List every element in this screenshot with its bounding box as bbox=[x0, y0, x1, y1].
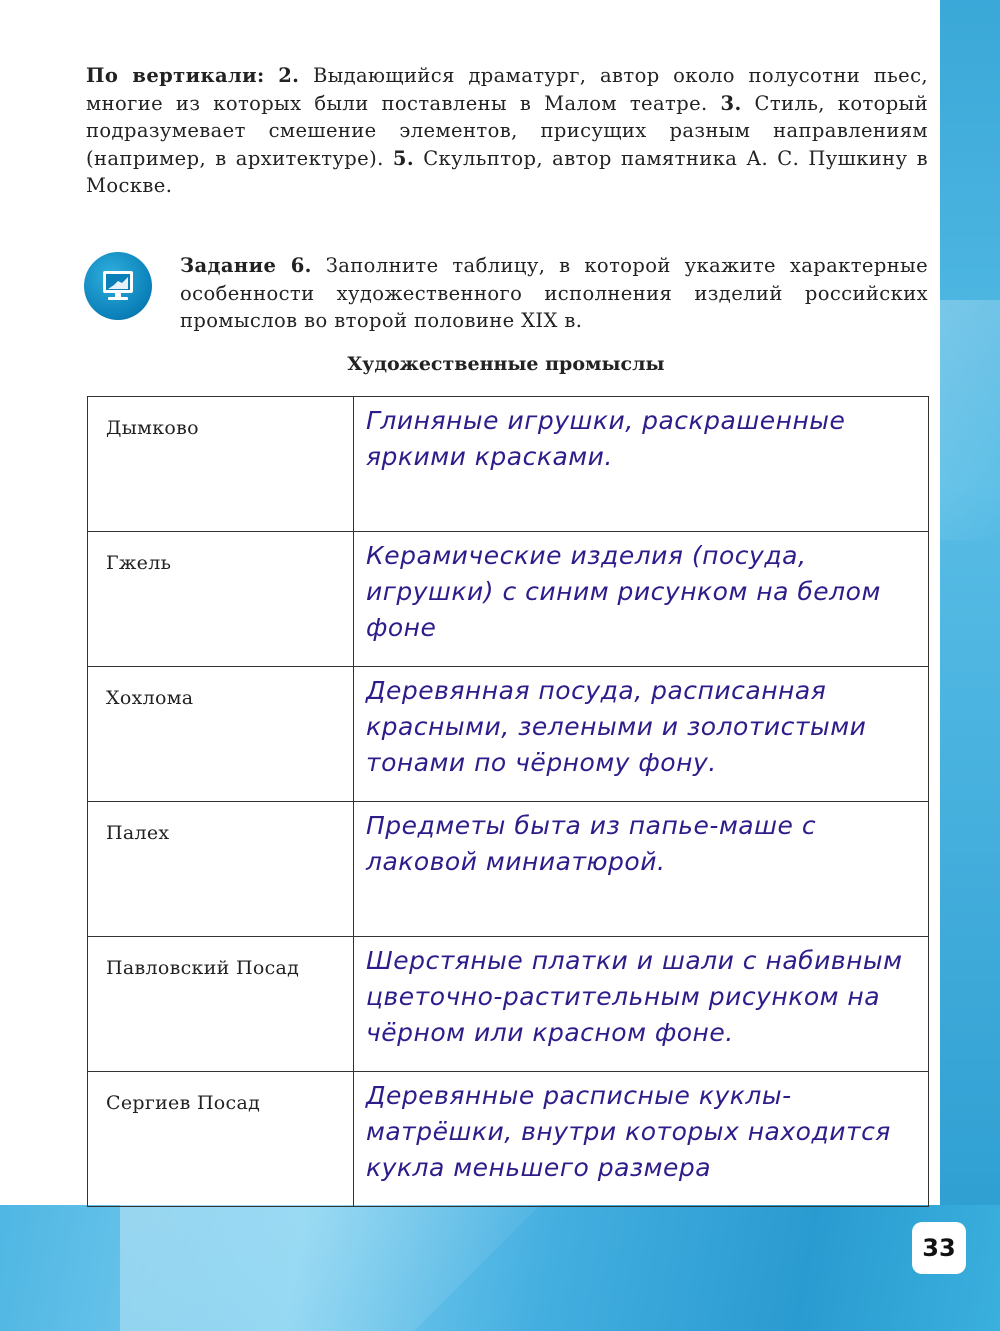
table-row bbox=[88, 937, 929, 1072]
page-number: 33 bbox=[912, 1222, 966, 1274]
craft-name: Гжель bbox=[88, 532, 354, 667]
craft-name: Хохлома bbox=[88, 667, 354, 802]
table-row bbox=[88, 532, 929, 667]
table-row bbox=[88, 1072, 929, 1207]
craft-name: Дымково bbox=[88, 397, 354, 532]
crafts-table bbox=[87, 396, 929, 1207]
craft-answer: Глиняные игрушки, раскрашенные яркими красками. bbox=[354, 397, 929, 532]
clue-text: Выдающийся драматург, автор около полусотни пьес, многие из которых были поставлены в Малом театре. bbox=[86, 64, 928, 115]
computer-icon bbox=[84, 252, 152, 320]
bottom-decoration bbox=[0, 1205, 1000, 1331]
clue-number: 3. bbox=[720, 91, 742, 115]
clue-number: 5. bbox=[392, 146, 415, 170]
task-text: Заполните таблицу, в которой укажите характерные особенности художественного исполнения изделий российских промыслов во второй половине XIX в. bbox=[180, 254, 929, 332]
craft-answer: Деревянная посуда, расписанная красными, зелеными и золотистыми тонами по чёрному фону. bbox=[354, 667, 929, 802]
table-row bbox=[88, 802, 929, 937]
craft-name: Сергиев Посад bbox=[88, 1072, 354, 1207]
crossword-vertical-clues bbox=[86, 62, 928, 200]
clue-number: 2. bbox=[278, 64, 300, 87]
task-label: Задание 6. bbox=[180, 254, 312, 277]
table-title: Художественные промыслы bbox=[347, 353, 665, 375]
side-decoration bbox=[940, 0, 1000, 1215]
clue-text: Стиль, который подразумевает смешение элементов, присущих разным направлениям (например, в архитектуре). bbox=[86, 91, 928, 170]
table-row bbox=[88, 397, 929, 532]
task-6 bbox=[180, 252, 928, 335]
craft-answer: Шерстяные платки и шали с набивным цветочно-растительным рисунком на чёрном или красном фоне. bbox=[354, 937, 929, 1072]
craft-answer: Деревянные расписные куклы-матрёшки, внутри которых находится кукла меньшего размера bbox=[354, 1072, 929, 1207]
craft-answer: Предметы быта из папье-маше с лаковой миниатюрой. bbox=[354, 802, 929, 937]
table-row bbox=[88, 667, 929, 802]
craft-answer: Керамические изделия (посуда, игрушки) с синим рисунком на белом фоне bbox=[354, 532, 929, 667]
craft-name: Палех bbox=[88, 802, 354, 937]
craft-name: Павловский Посад bbox=[88, 937, 354, 1072]
vertical-label: По вертикали: bbox=[86, 64, 265, 87]
clue-text: Скульптор, автор памятника А. С. Пушкину в Москве. bbox=[86, 146, 928, 197]
